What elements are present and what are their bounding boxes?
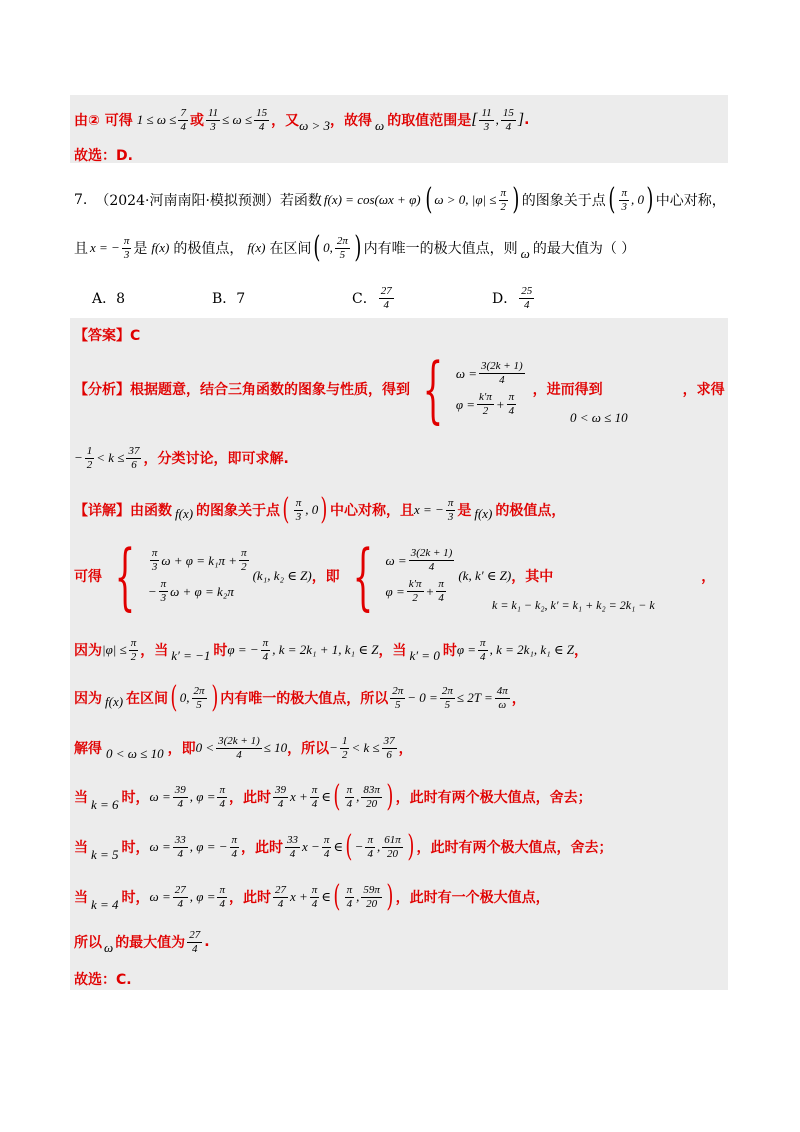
fraction: $\frac{15}{4}$ <box>502 106 514 133</box>
fraction: $\frac{37}{6}$ <box>383 734 395 761</box>
fraction: $\frac{\pi}{4}$ <box>346 783 353 810</box>
fraction: $\frac{2\pi}{5}$ <box>392 684 404 711</box>
analysis-line-1: 【分析】根据题意，结合三角函数的图象与性质，得到 { ω = $\frac{3(2k + 1)}{4}$ φ = $\frac{k'\pi}{2}$ + $\frac{\pi}{4}$ ，进而得到 ，求得 <box>74 347 725 431</box>
fraction: $\frac{\pi}{4}$ <box>219 783 225 810</box>
fraction: $\frac{11}{3}$ <box>207 106 219 133</box>
fraction: $\frac{\pi}{4}$ <box>311 883 318 910</box>
case-k4: 当 k = 4 时， ω = $\frac{27}{4}$ , φ = $\frac{\pi}{4}$ ，此时 $\frac{27}{4}$ x + $\frac{\pi}{4}$ ∈ ( $\frac{\pi}{4}$ , $\frac{59\pi}{20}$ ) ，此时有一个极大值点， <box>74 879 550 914</box>
fraction: $\frac{\pi}{4}$ <box>346 883 353 910</box>
fraction: $\frac{1}{2}$ <box>86 444 93 471</box>
option-b[interactable]: B．7 <box>212 291 246 307</box>
fraction: $\frac{59\pi}{20}$ <box>363 883 380 910</box>
k-definition: k = k₁ − k₂, k′ = k₁ + k₂ = 2k₁ − k <box>492 598 655 612</box>
fraction: $\frac{4\pi}{\omega}$ <box>496 684 508 711</box>
option-c[interactable]: C． $\frac{27}{4}$ <box>352 284 392 311</box>
choice-line: 故选：C. <box>74 972 132 988</box>
equation-system: ω = $\frac{3(2k + 1)}{4}$ φ = $\frac{k'\pi}{2}$ + $\frac{\pi}{4}$ <box>385 547 453 604</box>
fraction: $\frac{39}{4}$ <box>174 783 186 810</box>
fraction: $\frac{\pi}{3}$ <box>447 496 454 523</box>
fraction: $\frac{37}{6}$ <box>128 444 140 471</box>
fraction: $\frac{15}{4}$ <box>256 106 268 133</box>
final-line: 所以 ω 的最大值为 $\frac{27}{4}$ . <box>74 928 210 955</box>
option-d[interactable]: D． $\frac{25}{4}$ <box>492 284 533 311</box>
option-a[interactable]: A．8 <box>92 291 126 307</box>
fraction: $\frac{\pi}{3}$ <box>621 186 627 213</box>
detail-line-1: 【详解】由函数 f(x) 的图象关于点 ( $\frac{\pi}{3}$ , 0 ) 中心对称，且 x = − $\frac{\pi}{3}$ 是 f(x) 的极值点， <box>74 492 566 527</box>
fraction: $\frac{33}{4}$ <box>287 833 299 860</box>
top-answer-line: 故选：D. <box>74 148 133 164</box>
case-k5: 当 k = 5 时， ω = $\frac{33}{4}$ , φ = − $\frac{\pi}{4}$ ，此时 $\frac{33}{4}$ x − $\frac{\pi}{4}$ ∈ ( − $\frac{\pi}{4}$ , $\frac{61\pi}{20}$ ) ，此时有两个极大值点，舍去； <box>74 829 613 864</box>
fraction: $\frac{7}{4}$ <box>180 106 186 133</box>
fraction: $\frac{39}{4}$ <box>274 783 286 810</box>
fraction: $\frac{3(2k + 1)}{4}$ <box>218 734 260 761</box>
detail-system-line: 可得 { $\frac{\pi}{3}$ ω + φ = k₁π + $\frac{\pi}{2}$ − $\frac{\pi}{3}$ ω + φ = k₂π (k₁, k₂ ∈ Z) ，即 { ω = $\frac{3(2k + 1)}{4}$ φ = $\frac{k'\pi}{2}$ + $\frac{\pi}{4}$ (k, k′ ∈ Z) ，其中 ， <box>74 534 716 618</box>
fraction: $\frac{33}{4}$ <box>174 833 186 860</box>
fraction: $\frac{\pi}{2}$ <box>500 186 507 213</box>
fraction: $\frac{27}{4}$ <box>274 883 286 910</box>
fraction: $\frac{25}{4}$ <box>521 284 533 311</box>
case-k6: 当 k = 6 时， ω = $\frac{39}{4}$ , φ = $\frac{\pi}{4}$ ，此时 $\frac{39}{4}$ x + $\frac{\pi}{4}$ ∈ ( $\frac{\pi}{4}$ , $\frac{83\pi}{20}$ ) ，此时有两个极大值点，舍去； <box>74 779 592 814</box>
fraction: $\frac{\pi}{3}$ <box>123 234 130 261</box>
fraction: $\frac{\pi}{3}$ <box>295 496 302 523</box>
detail-line-3: 因为 |φ| ≤ $\frac{\pi}{2}$ ，当 k′ = −1 时 φ = − $\frac{\pi}{4}$ , k = 2k₁ + 1, k₁ ∈ Z ，当 k′ = 0 时 φ = $\frac{\pi}{4}$ , k = 2k₁, k₁ ∈ Z ， <box>74 636 589 663</box>
fraction: $\frac{2\pi}{5}$ <box>336 234 348 261</box>
answer-line: 【答案】C <box>74 328 141 344</box>
equation-system: ω = $\frac{3(2k + 1)}{4}$ φ = $\frac{k'\pi}{2}$ + $\frac{\pi}{4}$ <box>455 360 523 417</box>
fraction: $\frac{\pi}{4}$ <box>323 833 330 860</box>
fraction: $\frac{\pi}{4}$ <box>480 636 486 663</box>
question-line-2: 且 x = − $\frac{\pi}{3}$ 是 f(x) 的极值点， f(x) 在区间 ( 0, $\frac{2\pi}{5}$ ) 内有唯一的极大值点，则 ω 的最大值为（ ） <box>74 230 636 265</box>
question-line-1: 7. （2024·河南南阳·模拟预测）若函数 f(x) = cos(ωx + φ) ( ω > 0, |φ| ≤ $\frac{\pi}{2}$ ) 的图象关于点 ( $\frac{\pi}{3}$ , 0 ) 中心对称， <box>74 182 726 217</box>
analysis-line-2: − $\frac{1}{2}$ < k ≤ $\frac{37}{6}$ ，分类讨论，即可求解. <box>74 444 289 471</box>
fraction: $\frac{\pi}{4}$ <box>262 636 269 663</box>
top-line-1: 由② 可得 1 ≤ ω ≤ $\frac{7}{4}$ 或 $\frac{11}{3}$ ≤ ω ≤ $\frac{15}{4}$ ，又 ω > 3 ，故得 ω 的取值范围是 [ $\frac{11}{3}$ , $\frac{15}{4}$ ] . <box>74 106 530 133</box>
fraction: $\frac{\pi}{4}$ <box>219 883 225 910</box>
fraction: $\frac{27}{4}$ <box>380 284 392 311</box>
fraction: $\frac{11}{3}$ <box>481 106 492 133</box>
detail-line-5: 解得 0 < ω ≤ 10 ，即 0 < $\frac{3(2k + 1)}{4}$ ≤ 10 ，所以 − $\frac{1}{2}$ < k ≤ $\frac{37}{6}$ ， <box>74 734 413 761</box>
fraction: $\frac{\pi}{4}$ <box>367 833 373 860</box>
fraction: $\frac{\pi}{2}$ <box>130 636 137 663</box>
fraction: $\frac{2\pi}{5}$ <box>441 684 453 711</box>
detail-line-4: 因为 f(x) 在区间 ( 0, $\frac{2\pi}{5}$ ) 内有唯一的极大值点，所以 $\frac{2\pi}{5}$ − 0 = $\frac{2\pi}{5}$ ≤ 2T = $\frac{4\pi}{\omega}$ ， <box>74 680 526 715</box>
equation-system: $\frac{\pi}{3}$ ω + φ = k₁π + $\frac{\pi}{2}$ − $\frac{\pi}{3}$ ω + φ = k₂π <box>147 547 247 604</box>
fraction: $\frac{\pi}{4}$ <box>231 833 238 860</box>
fraction: $\frac{83\pi}{20}$ <box>363 783 380 810</box>
fraction: $\frac{27}{4}$ <box>174 883 186 910</box>
fraction: $\frac{2\pi}{5}$ <box>193 684 205 711</box>
fraction: $\frac{61\pi}{20}$ <box>384 833 401 860</box>
fraction: $\frac{1}{2}$ <box>341 734 348 761</box>
fraction: $\frac{\pi}{4}$ <box>311 783 318 810</box>
analysis-range: 0 < ω ≤ 10 <box>570 410 628 425</box>
fraction: $\frac{27}{4}$ <box>189 928 201 955</box>
